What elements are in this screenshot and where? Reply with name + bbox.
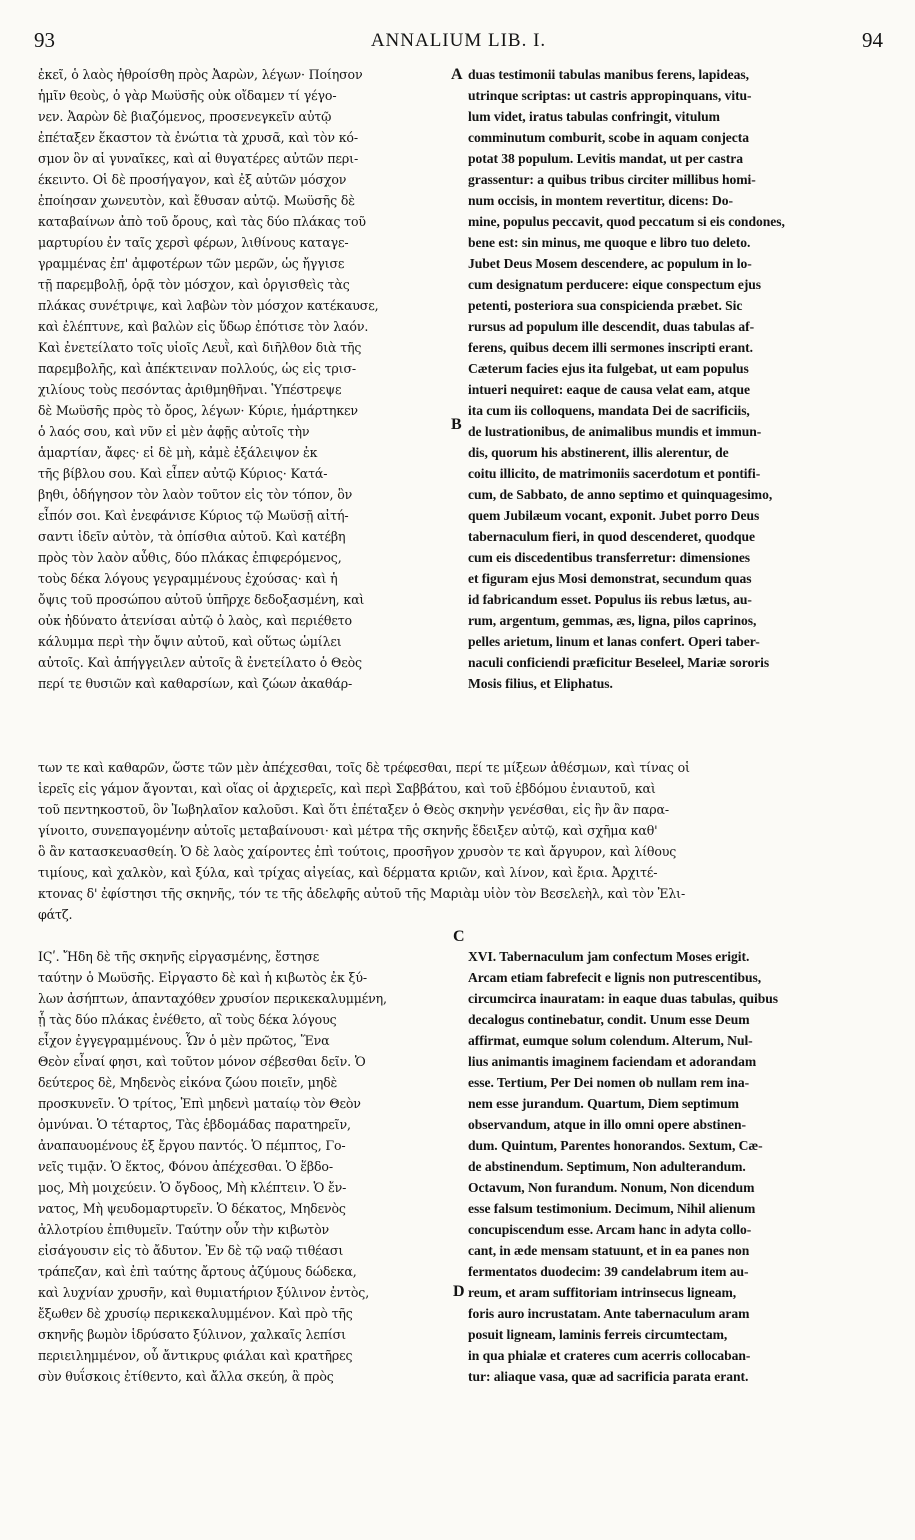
page-header <box>34 28 883 56</box>
text-line: ferens, quibus decem illi sermones inscripti erant. <box>468 340 753 355</box>
text-line: observandum, atque in illo omni opere abstinen- <box>468 1117 746 1132</box>
text-line: νεν. Ἀαρὼν δὲ βιαζόμενος, προσενεγκεῖν αὐτῷ <box>38 109 332 124</box>
greek-column-top <box>38 64 456 694</box>
text-line: Mosis filius, et Eliphatus. <box>468 676 613 691</box>
text-line: lum videt, iratus tabulas confringit, vitulum <box>468 109 720 124</box>
text-line: σκηνῆς βωμὸν ἱδρύσατο ξύλινον, χαλκαῖς λεπίσι <box>38 1327 346 1342</box>
text-line: ἀναπαυομένους ἐξ ἔργου παντός. Ὁ πέμπτος, Γο- <box>38 1138 346 1153</box>
text-line: in qua phialæ et crateres cum acerris collocaban- <box>468 1348 751 1363</box>
text-line: cum, de Sabbato, de anno septimo et quinquagesimo, <box>468 487 773 502</box>
text-line: et figuram ejus Mosi demonstrat, secundum quas <box>468 571 752 586</box>
text-line: τοὺς δέκα λόγους γεγραμμένους ἐχούσας· καὶ ἡ <box>38 571 338 586</box>
text-line: χιλίους τοὺς πεσόντας ἀριθμηθῆναι. Ὑπέστρεψε <box>38 382 342 397</box>
running-title: ANNALIUM LIB. I. <box>370 30 547 51</box>
text-line: Jubet Deus Mosem descendere, ac populum in lo- <box>468 256 752 271</box>
text-line: grassentur: a quibus tribus circiter millibus homi- <box>468 172 756 187</box>
text-line: καὶ ἐλέπτυνε, καὶ βαλὼν εἰς ὕδωρ ἐπότισε τὸν λαόν. <box>38 319 369 334</box>
text-line: rursus ad populum ille descendit, duas tabulas af- <box>468 319 755 334</box>
text-line: foris auro incrustatam. Ante tabernaculum aram <box>468 1306 750 1321</box>
text-line: nem esse jurandum. Quartum, Diem septimum <box>468 1096 739 1111</box>
section-marker-a: A <box>451 66 463 83</box>
text-line: utrinque scriptas: ut castris appropinquans, vitu- <box>468 88 752 103</box>
text-line: τράπεζαν, καὶ ἐπὶ ταύτης ἄρτους ἀζύμους δώδεκα, <box>38 1264 357 1279</box>
text-line: ἡμῖν θεοὺς, ὁ γὰρ Μωϋσῆς οὐκ οἴδαμεν τί γέγο- <box>38 88 337 103</box>
text-line: cum designatum perducere: eique conspectum ejus <box>468 277 762 292</box>
text-line: mine, populus peccavit, quod peccatum si eis condones, <box>468 214 785 229</box>
text-line: περιειλημμένον, οὗ ἄντικρυς φιάλαι καὶ κρατῆρες <box>38 1348 353 1363</box>
text-line: έκειντο. Οἱ δὲ προσήγαγον, καὶ ἐξ αὐτῶν μόσχον <box>38 172 347 187</box>
text-line: duas testimonii tabulas manibus ferens, lapideas, <box>468 67 749 82</box>
page-number-left: 93 <box>34 28 55 52</box>
text-line: σαντι ἰδεῖν αὐτὸν, τὰ ὀπίσθια αὐτοῦ. Καὶ κατέβη <box>38 529 346 544</box>
text-line: ὃ ἂν κατασκευασθείη. Ὁ δὲ λαὸς χαίροντες ἐπὶ τούτοις, προσῆγον χρυσὸν τε καὶ ἄργυρον, καὶ λίθους <box>38 844 677 859</box>
text-line: quem Jubilæum vocant, exponit. Jubet porro Deus <box>468 508 760 523</box>
text-line: μαρτυρίου ἐν ταῖς χερσὶ φέρων, λιθίνους καταγε- <box>38 235 349 250</box>
text-line: γίνοιτο, συνεπαγομένην αὐτοῖς μεταβαίνουσι· καὶ μέτρα τῆς σκηνῆς ἔδειξεν αὐτῷ, καὶ σχῆμα καθ' <box>38 823 658 838</box>
text-line: ἐκεῖ, ὁ λαὸς ἠθροίσθη πρὸς Ἀαρὼν, λέγων· Ποίησον <box>38 67 363 82</box>
text-line: tur: aliaque vasa, quæ ad sacrificia parata erant. <box>468 1369 749 1384</box>
latin-column-top <box>468 64 882 694</box>
text-line: εἰσάγουσιν εἰς τὸ ἄδυτον. Ἐν δὲ τῷ ναῷ τιθέασι <box>38 1243 344 1258</box>
text-line: καταβαίνων ἀπὸ τοῦ ὄρους, καὶ τὰς δύο πλάκας τοῦ <box>38 214 366 229</box>
text-line: δεύτερος δὲ, Μηδενὸς εἰκόνα ζώου ποιεῖν, μηδὲ <box>38 1075 338 1090</box>
text-line: παρεμβολῆς, καὶ ἀπέκτειναν πολλούς, ὡς εἰς τρισ- <box>38 361 357 376</box>
text-line: αὐτοῖς. Καὶ ἀπήγγειλεν αὐτοῖς ἃ ἐνετείλατο ὁ Θεὸς <box>38 655 362 670</box>
text-line: νεῖς τιμᾷν. Ὁ ἕκτος, Φόνου ἀπέχεσθαι. Ὁ ἕβδο- <box>38 1159 333 1174</box>
text-line: ita cum iis colloquens, mandata Dei de sacrificiis, <box>468 403 750 418</box>
text-line: ἔξωθεν δὲ χρυσίῳ περικεκαλυμμένον. Καὶ πρὸ τῆς <box>38 1306 353 1321</box>
latin-column-bottom <box>468 946 882 1387</box>
text-line: esse. Tertium, Per Dei nomen ob nullam rem ina- <box>468 1075 750 1090</box>
text-line: γραμμένας ἐπ' ἀμφοτέρων τῶν μερῶν, ὡς ἤγγισε <box>38 256 345 271</box>
text-line: ΙϚʹ. Ἤδη δὲ τῆς σκηνῆς εἰργασμένης, ἔστησε <box>38 949 320 964</box>
text-line: σὺν θυΐσκοις ἐτίθεντο, καὶ ἄλλα σκεύη, ἃ πρὸς <box>38 1369 334 1384</box>
text-line: cum eis discedentibus transferretur: dimensiones <box>468 550 751 565</box>
text-line: καὶ λυχνίαν χρυσῆν, καὶ θυμιατήριον ξύλινον ἐντὸς, <box>38 1285 370 1300</box>
page-number-right: 94 <box>862 28 883 52</box>
text-line: τιμίους, καὶ χαλκὸν, καὶ ξύλα, καὶ τρίχας αἰγείας, καὶ δέρματα κριῶν, καὶ λίνον, καὶ ἔρια. Ἀρχιτέ- <box>38 865 658 880</box>
text-line: εἶπόν σοι. Καὶ ἐνεφάνισε Κύριος τῷ Μωϋσῇ αἰτή- <box>38 508 349 523</box>
text-line: φάτζ. <box>38 907 73 922</box>
text-line: rum, argentum, gemmas, æs, ligna, pilos caprinos, <box>468 613 757 628</box>
text-line: πρὸς τὸν λαὸν αὖθις, δύο πλάκας ἐπιφερόμενος, <box>38 550 342 565</box>
text-line: τοῦ πεντηκοστοῦ, ὃν Ἰωβηλαῖον καλοῦσι. Καὶ ὅτι ἐπέταξεν ὁ Θεὸς σκηνὴν γενέσθαι, εἰς ἣν ἂν παρα- <box>38 802 670 817</box>
text-line: βηθι, ὁδήγησον τὸν λαὸν τοῦτον εἰς τὸν τόπον, ὃν <box>38 487 353 502</box>
text-line: de lustrationibus, de animalibus mundis et immun- <box>468 424 762 439</box>
text-line: ἱερεῖς εἰς γάμον ἄγονται, καὶ οἵας οἱ ἀρχιερεῖς, καὶ περὶ Σαββάτου, καὶ τοῦ ἑβδόμου ἐνιαυτοῦ, καὶ <box>38 781 656 796</box>
text-line: petenti, posteriora sua conspicienda præbet. Sic <box>468 298 743 313</box>
text-line: εἶχον ἐγγεγραμμένους. Ὧν ὁ μὲν πρῶτος, Ἕνα <box>38 1033 330 1048</box>
text-line: κάλυμμα περὶ τὴν ὄψιν αὐτοῦ, καὶ οὕτως ὡμίλει <box>38 634 342 649</box>
text-line: decalogus continebatur, condit. Unum esse Deum <box>468 1012 750 1027</box>
text-line: id fabricandum esset. Populus iis rebus lætus, au- <box>468 592 752 607</box>
greek-column-bottom <box>38 946 456 1387</box>
text-line: ταύτην ὁ Μωϋσῆς. Εἰργαστο δὲ καὶ ἡ κιβωτὸς ἐκ ξύ- <box>38 970 367 985</box>
text-line: comminutum comburit, scobe in aquam conjecta <box>468 130 749 145</box>
text-line: naculi conficiendi præficitur Beseleel, Mariæ sororis <box>468 655 770 670</box>
text-line: περί τε θυσιῶν καὶ καθαρσίων, καὶ ζώων ἀκαθάρ- <box>38 676 353 691</box>
text-line: fermentatos duodecim: 39 candelabrum item au- <box>468 1264 749 1279</box>
text-line: σμον ὃν αἱ γυναῖκες, καὶ αἱ θυγατέρες αὐτῶν περι- <box>38 151 359 166</box>
text-line: ὀμνύναι. Ὁ τέταρτος, Τὰς ἑβδομάδας παρατηρεῖν, <box>38 1117 351 1132</box>
text-line: coitu illicito, de matrimoniis sacerdotum et pontifi- <box>468 466 761 481</box>
text-line: cant, in æde mensam statuunt, et in ea panes non <box>468 1243 750 1258</box>
text-line: νατος, Μὴ ψευδομαρτυρεῖν. Ὁ δέκατος, Μηδενὸς <box>38 1201 346 1216</box>
text-line: ἁμαρτίαν, ἄφες· εἰ δὲ μὴ, κἀμὲ ἐξάλειψον ἐκ <box>38 445 318 460</box>
text-line: circumcirca inauratam: in eaque duas tabulas, quibus <box>468 991 778 1006</box>
text-line: pelles arietum, linum et lanas confert. Operi taber- <box>468 634 760 649</box>
text-line: dum. Quintum, Parentes honorandos. Sextum, Cæ- <box>468 1138 763 1153</box>
text-line: πλάκας συνέτριψε, καὶ λαβὼν τὸν μόσχον κατέκαυσε, <box>38 298 379 313</box>
text-line: Καὶ ἐνετείλατο τοῖς υἱοῖς Λευῒ, καὶ διῆλθον διὰ τῆς <box>38 340 362 355</box>
text-line: bene est: sin minus, me quoque e libro tuo deleto. <box>468 235 751 250</box>
text-line: XVI. Tabernaculum jam confectum Moses erigit. <box>468 949 750 964</box>
text-line: ἐποίησαν χωνευτὸν, καὶ ἔθυσαν αὐτῷ. Μωϋσῆς δὲ <box>38 193 355 208</box>
text-line: κτονας δ' ἐφίστησι τῆς σκηνῆς, τόν τε τῆς ἀδελφῆς αὐτοῦ τῆς Μαριὰμ υἱὸν τὸν Βεσελεὴλ, καὶ τὸν Ἐλι- <box>38 886 686 901</box>
greek-full-width-passage <box>38 757 882 925</box>
text-line: num occisis, in montem revertitur, dicens: Do- <box>468 193 734 208</box>
section-marker-d: D <box>453 1283 465 1300</box>
text-line: reum, et aram suffitoriam intrinsecus ligneam, <box>468 1285 737 1300</box>
text-line: Θεὸν εἶναί φησι, καὶ τοῦτον μόνον σέβεσθαι δεῖν. Ὁ <box>38 1054 366 1069</box>
text-line: λων ἀσήπτων, ἁπανταχόθεν χρυσίον περικεκαλυμμένη, <box>38 991 387 1006</box>
text-line: ἐπέταξεν ἕκαστον τὰ ἐνώτια τὰ χρυσᾶ, καὶ τὸν κό- <box>38 130 358 145</box>
text-line: tabernaculum fieri, in quod descenderet, quodque <box>468 529 755 544</box>
text-line: ὄψις τοῦ προσώπου αὐτοῦ ὑπῆρχε δεδοξασμένη, καὶ <box>38 592 365 607</box>
text-line: affirmat, eumque solum colendum. Alterum, Nul- <box>468 1033 753 1048</box>
text-line: των τε καὶ καθαρῶν, ὥστε τῶν μὲν ἀπέχεσθαι, τοῖς δὲ τρέφεσθαι, περί τε μίξεων ἀθέσμων, καὶ τίνας οἱ <box>38 760 690 775</box>
text-line: ἀλλοτρίου ἐπιθυμεῖν. Ταύτην οὖν τὴν κιβωτὸν <box>38 1222 330 1237</box>
text-line: intueri nequiret: eaque de causa velat eam, atque <box>468 382 750 397</box>
section-marker-c: C <box>453 928 465 945</box>
text-line: δὲ Μωϋσῆς πρὸς τὸ ὄρος, λέγων· Κύριε, ἡμάρτηκεν <box>38 403 358 418</box>
text-line: concupiscendum esse. Arcam hanc in adyta collo- <box>468 1222 752 1237</box>
text-line: Cæterum facies ejus ita fulgebat, ut eam populus <box>468 361 749 376</box>
section-marker-b: B <box>451 416 462 433</box>
text-line: προσκυνεῖν. Ὁ τρίτος, Ἐπὶ μηδενὶ ματαίῳ τὸν Θεὸν <box>38 1096 361 1111</box>
text-line: Octavum, Non furandum. Nonum, Non dicendum <box>468 1180 755 1195</box>
text-line: posuit ligneam, laminis ferreis circumtectam, <box>468 1327 728 1342</box>
text-line: lius animantis imaginem faciendam et adorandam <box>468 1054 757 1069</box>
text-line: ὁ λαός σου, καὶ νῦν εἰ μὲν ἀφῇς αὐτοῖς τὴν <box>38 424 310 439</box>
text-line: potat 38 populum. Levitis mandat, ut per castra <box>468 151 743 166</box>
text-line: ᾗ τὰς δύο πλάκας ἐνέθετο, αἳ τοὺς δέκα λόγους <box>38 1012 337 1027</box>
text-line: Arcam etiam fabrefecit e lignis non putrescentibus, <box>468 970 762 985</box>
text-line: οὐκ ἠδύνατο ἀτενίσαι αὐτῷ ὁ λαὸς, καὶ περιέθετο <box>38 613 352 628</box>
text-line: τῆς βίβλου σου. Καὶ εἶπεν αὐτῷ Κύριος· Κατά- <box>38 466 328 481</box>
text-line: esse falsum testimonium. Decimum, Nihil alienum <box>468 1201 756 1216</box>
text-line: τῇ παρεμβολῇ, ὁρᾷ τὸν μόσχον, καὶ ὀργισθεὶς τὰς <box>38 277 350 292</box>
text-line: dis, quorum his abstinerent, illis alerentur, de <box>468 445 729 460</box>
text-line: μος, Μὴ μοιχεύειν. Ὁ ὄγδοος, Μὴ κλέπτειν. Ὁ ἔν- <box>38 1180 347 1195</box>
text-line: de abstinendum. Septimum, Non adulterandum. <box>468 1159 746 1174</box>
